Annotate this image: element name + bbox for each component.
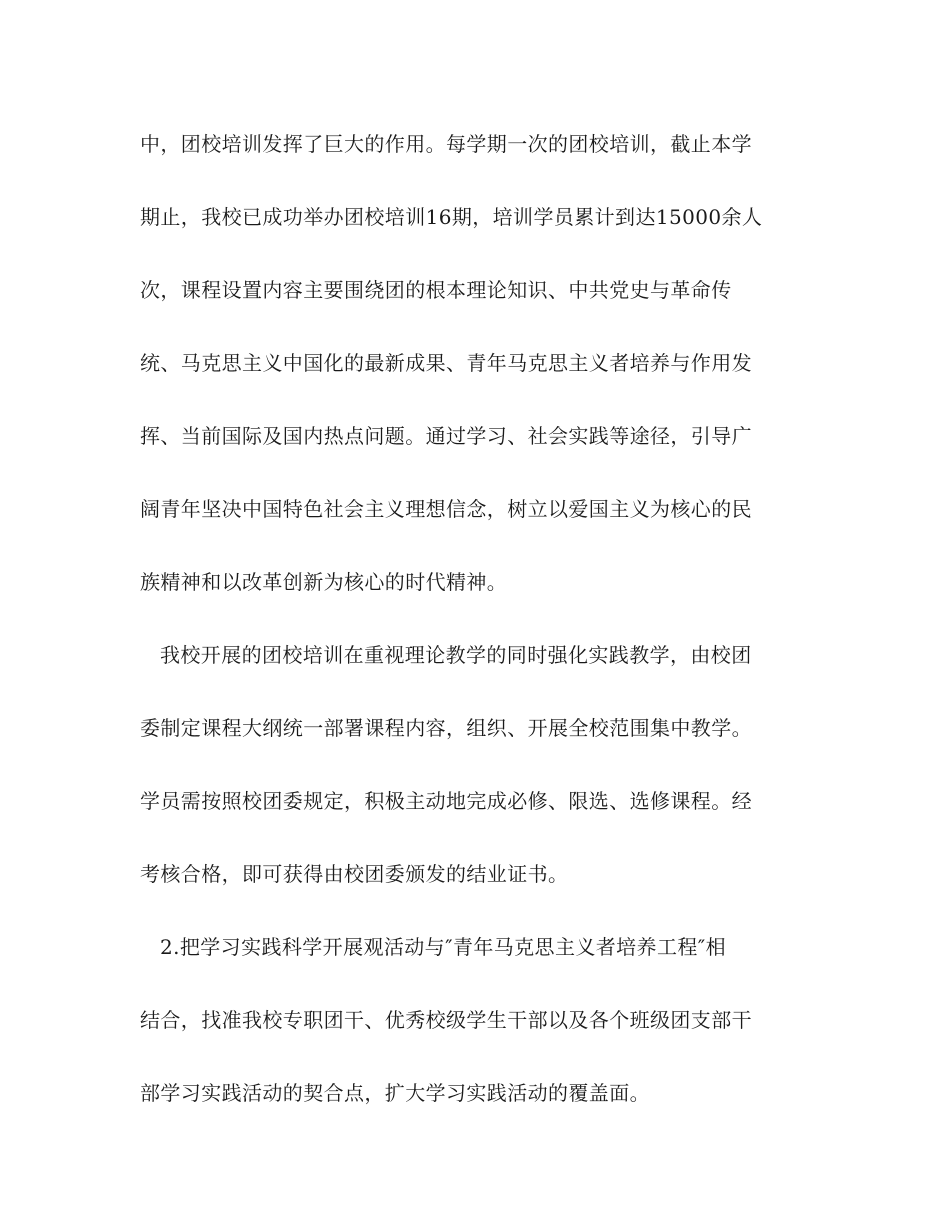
paragraph-3-line-2: 结合，找准我校专职团干、优秀校级学生干部以及各个班级团支部干: [140, 1008, 752, 1032]
paragraph-1-line-1: 中，团校培训发挥了巨大的作用。每学期一次的团校培训，截止本学: [140, 132, 752, 156]
paragraph-2-line-2: 委制定课程大纲统一部署课程内容，组织、开展全校范围集中教学。: [140, 716, 752, 740]
paragraph-1-line-6: 阔青年坚决中国特色社会主义理想信念，树立以爱国主义为核心的民: [140, 497, 752, 521]
paragraph-1-line-5: 挥、当前国际及国内热点问题。通过学习、社会实践等途径，引导广: [140, 424, 752, 448]
paragraph-1-line-4: 统、马克思主义中国化的最新成果、青年马克思主义者培养与作用发: [140, 351, 752, 375]
paragraph-3-line-3: 部学习实践活动的契合点，扩大学习实践活动的覆盖面。: [140, 1081, 650, 1105]
paragraph-1-line-7: 族精神和以改革创新为核心的时代精神。: [140, 570, 508, 594]
paragraph-3-line-1: 2.把学习实践科学开展观活动与″青年马克思主义者培养工程″相: [160, 935, 727, 959]
paragraph-1-line-3: 次，课程设置内容主要围绕团的根本理论知识、中共党史与革命传: [140, 278, 732, 302]
paragraph-2-line-4: 考核合格，即可获得由校团委颁发的结业证书。: [140, 862, 569, 886]
paragraph-2-line-1: 我校开展的团校培训在重视理论教学的同时强化实践教学，由校团: [160, 643, 752, 667]
paragraph-1-line-2: 期止，我校已成功举办团校培训16期，培训学员累计到达15000余人: [140, 205, 763, 229]
paragraph-2-line-3: 学员需按照校团委规定，积极主动地完成必修、限选、选修课程。经: [140, 789, 752, 813]
